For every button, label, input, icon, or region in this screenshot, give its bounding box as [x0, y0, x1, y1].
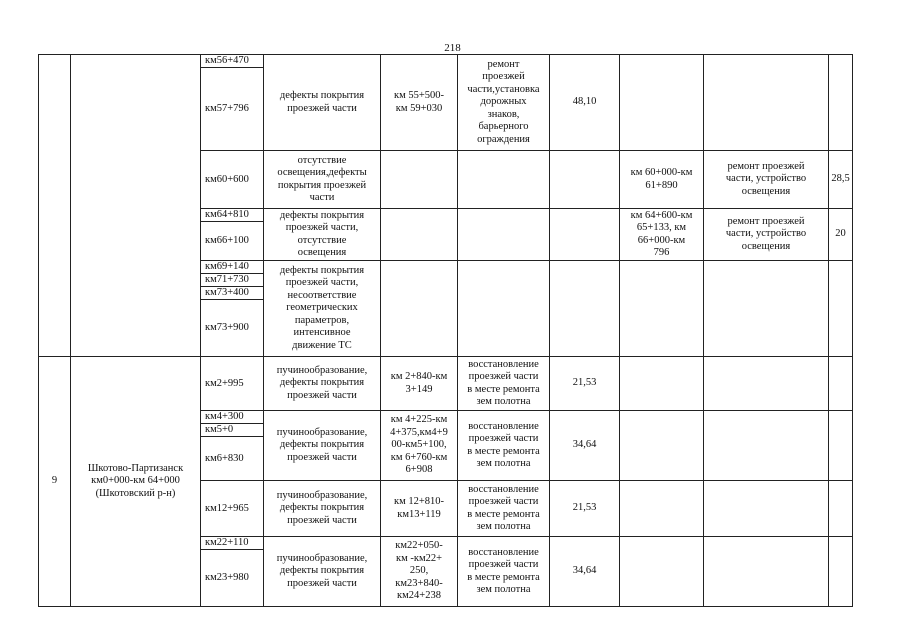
km-marks-cell: [201, 481, 264, 537]
work2-cell: [704, 261, 829, 357]
defect-cell: дефекты покрытия проезжей части, отсутствие освещения: [264, 209, 381, 261]
work1-cell: восстановление проезжей части в месте ремонта зем полотна: [458, 411, 550, 481]
km-mark: км66+100: [205, 235, 249, 246]
work1-cell: [458, 261, 550, 357]
range1-cell: км22+050- км -км22+ 250, км23+840- км24+238: [381, 537, 458, 607]
range2-cell: [620, 261, 704, 357]
value1-cell: 48,10: [550, 55, 620, 151]
table-row: [39, 55, 853, 151]
row-number-cell: 9: [39, 357, 71, 607]
range1-cell: км 12+810- км13+119: [381, 481, 458, 537]
km-mark: км12+965: [205, 503, 249, 514]
work2-cell: [704, 55, 829, 151]
range2-cell: км 64+600-км 65+133, км 66+000-км 796: [620, 209, 704, 261]
range2-cell: [620, 411, 704, 481]
value2-cell: 28,5: [829, 151, 853, 209]
defect-cell: отсутствие освещения,дефекты покрытия проезжей части: [264, 151, 381, 209]
work1-cell: [458, 209, 550, 261]
value2-cell: [829, 55, 853, 151]
km-mark: км64+810: [201, 209, 263, 222]
km-marks-cell: [201, 209, 264, 261]
work2-cell: [704, 537, 829, 607]
km-mark: км57+796: [205, 103, 249, 114]
value1-cell: [550, 151, 620, 209]
table-row: [39, 357, 853, 411]
value2-cell: [829, 537, 853, 607]
work1-cell: ремонт проезжей части,установка дорожных знаков, барьерного ограждения: [458, 55, 550, 151]
km-marks-cell: [201, 357, 264, 411]
road-name-cell: Шкотово-Партизанск км0+000-км 64+000 (Шкотовский р-н): [71, 357, 201, 607]
work1-cell: [458, 151, 550, 209]
row-number-cell-empty: [39, 55, 71, 357]
km-marks-cell: [201, 537, 264, 607]
work2-cell: ремонт проезжей части, устройство освещения: [704, 151, 829, 209]
work1-cell: восстановление проезжей части в месте ремонта зем полотна: [458, 481, 550, 537]
value2-cell: [829, 411, 853, 481]
range2-cell: [620, 481, 704, 537]
range1-cell: км 4+225-км 4+375,км4+9 00-км5+100, км 6+760-км 6+908: [381, 411, 458, 481]
km-mark: км56+470: [201, 55, 263, 68]
km-mark: км5+0: [201, 424, 263, 437]
work2-cell: ремонт проезжей части, устройство освещения: [704, 209, 829, 261]
value1-cell: 21,53: [550, 481, 620, 537]
km-mark: км69+140: [201, 261, 263, 274]
km-mark: км73+900: [205, 322, 249, 333]
table-body: [39, 55, 853, 607]
range1-cell: [381, 151, 458, 209]
value2-cell: 20: [829, 209, 853, 261]
work1-cell: восстановление проезжей части в месте ремонта зем полотна: [458, 357, 550, 411]
defect-cell: дефекты покрытия проезжей части: [264, 55, 381, 151]
defect-cell: пучинообразование, дефекты покрытия проезжей части: [264, 411, 381, 481]
range2-cell: км 60+000-км 61+890: [620, 151, 704, 209]
km-marks-cell: [201, 411, 264, 481]
km-mark: км4+300: [201, 411, 263, 424]
range1-cell: км 2+840-км 3+149: [381, 357, 458, 411]
value1-cell: [550, 209, 620, 261]
work2-cell: [704, 357, 829, 411]
work1-cell: восстановление проезжей части в месте ремонта зем полотна: [458, 537, 550, 607]
range1-cell: км 55+500- км 59+030: [381, 55, 458, 151]
defect-cell: пучинообразование, дефекты покрытия проезжей части: [264, 357, 381, 411]
km-mark: км22+110: [201, 537, 263, 550]
range2-cell: [620, 55, 704, 151]
defect-cell: пучинообразование, дефекты покрытия проезжей части: [264, 481, 381, 537]
defect-cell: дефекты покрытия проезжей части, несоответствие геометрических параметров, интенсивное движение ТС: [264, 261, 381, 357]
page-number: 218: [444, 42, 461, 54]
km-mark: км2+995: [205, 378, 244, 389]
range2-cell: [620, 537, 704, 607]
range1-cell: [381, 261, 458, 357]
defect-cell: пучинообразование, дефекты покрытия проезжей части: [264, 537, 381, 607]
range1-cell: [381, 209, 458, 261]
km-marks-cell: [201, 55, 264, 151]
value2-cell: [829, 481, 853, 537]
value1-cell: [550, 261, 620, 357]
work2-cell: [704, 411, 829, 481]
km-mark: км6+830: [205, 453, 244, 464]
value1-cell: 34,64: [550, 411, 620, 481]
road-name-cell-empty: [71, 55, 201, 357]
range2-cell: [620, 357, 704, 411]
work2-cell: [704, 481, 829, 537]
km-marks-cell: [201, 261, 264, 357]
km-mark: км23+980: [205, 572, 249, 583]
km-mark: км60+600: [205, 174, 249, 185]
km-marks-cell: [201, 151, 264, 209]
value1-cell: 34,64: [550, 537, 620, 607]
value2-cell: [829, 357, 853, 411]
value1-cell: 21,53: [550, 357, 620, 411]
km-mark: км71+730: [201, 274, 263, 287]
km-mark: км73+400: [201, 287, 263, 300]
value2-cell: [829, 261, 853, 357]
road-defects-table: [38, 54, 853, 607]
